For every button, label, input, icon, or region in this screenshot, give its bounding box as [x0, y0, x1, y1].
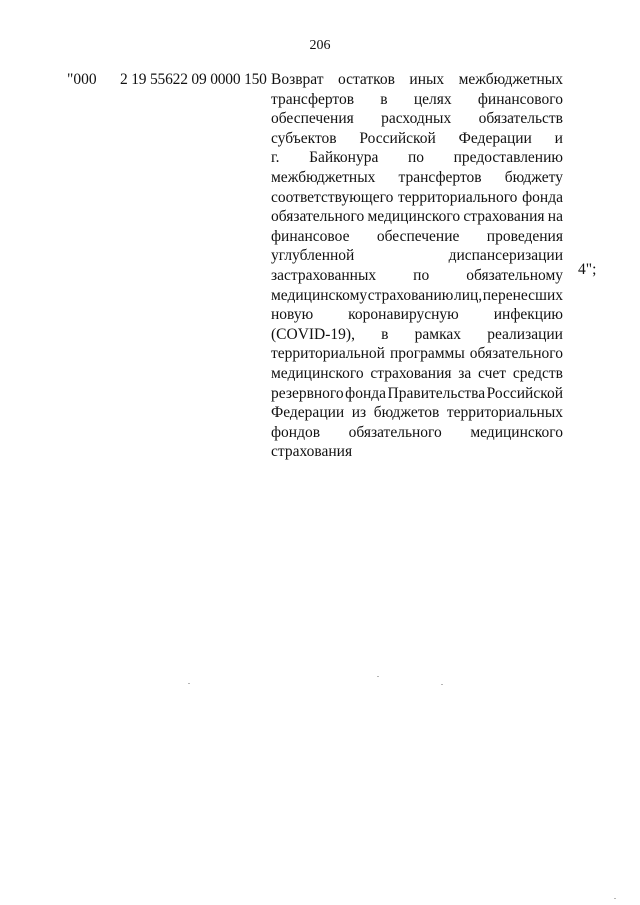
- description-word: на: [547, 208, 563, 226]
- description-word: инфекцию: [493, 306, 563, 324]
- description-word: соответствующего: [271, 188, 394, 206]
- description-word: Российской: [359, 129, 436, 147]
- description-word: бюджетов: [373, 404, 440, 422]
- description-line: [271, 207, 563, 227]
- description-word: медицинского: [470, 423, 563, 441]
- description-word: Федерации: [458, 129, 532, 147]
- description-word: в: [380, 90, 388, 108]
- description-word: фонда: [345, 384, 387, 402]
- description-line: [271, 286, 563, 306]
- description-line: [271, 403, 563, 423]
- description-word: Правительства: [387, 384, 486, 402]
- description-word: территориального: [398, 188, 518, 206]
- description-word: обязательного: [271, 208, 365, 226]
- description-word: медицинскому: [271, 286, 368, 304]
- description-word: г.: [271, 149, 280, 167]
- description-word: обязательств: [478, 110, 563, 128]
- description-line: [271, 70, 563, 90]
- description-line: [271, 364, 563, 384]
- scan-artifact: [188, 683, 190, 684]
- description-word: и: [554, 129, 563, 147]
- description-word: иных: [409, 71, 445, 88]
- description-word: перенесших: [482, 286, 563, 304]
- description-word: обеспечения: [271, 110, 354, 128]
- description-word: бюджету: [504, 168, 563, 186]
- description-word: финансовое: [271, 227, 350, 245]
- description-word: обеспечение: [376, 227, 460, 245]
- description-word: (COVID-19),: [271, 325, 355, 343]
- description-word: фонда: [522, 188, 563, 206]
- description-word: новую: [271, 306, 314, 324]
- description-word: трансфертов: [398, 168, 482, 186]
- description-word: обязательного: [348, 423, 442, 441]
- entry-description: [271, 70, 563, 462]
- description-word: по: [407, 149, 424, 167]
- description-line: [271, 168, 563, 188]
- description-word: коронавирусную: [348, 306, 459, 324]
- description-word: проведения: [486, 227, 563, 245]
- description-word: страхования: [463, 208, 545, 226]
- description-word: межбюджетных: [271, 168, 376, 186]
- description-word: страхования: [370, 364, 452, 382]
- description-word: обязательного: [469, 345, 563, 363]
- description-word: за: [458, 364, 472, 382]
- description-word: медицинского: [271, 364, 364, 382]
- description-word: Российской: [486, 384, 563, 402]
- scan-artifact: [377, 676, 379, 677]
- description-word: рамках: [414, 325, 462, 343]
- description-word: застрахованных: [271, 266, 377, 284]
- description-line: [271, 344, 563, 364]
- description-word: лиц,: [453, 286, 483, 304]
- description-word: межбюджетных: [458, 71, 563, 88]
- scan-artifact: [614, 898, 616, 899]
- description-line: [271, 188, 563, 208]
- description-word: Федерации: [271, 404, 345, 422]
- description-word: территориальной: [271, 345, 385, 363]
- description-line: [271, 148, 563, 168]
- description-line: [271, 129, 563, 149]
- description-word: целях: [413, 90, 452, 108]
- description-line: [271, 227, 563, 247]
- scan-artifact: [441, 684, 443, 685]
- description-line: [271, 305, 563, 325]
- description-word: по: [413, 266, 430, 284]
- page-number: 206: [309, 38, 331, 53]
- description-word: программы: [389, 345, 465, 363]
- description-word: углубленной: [271, 247, 355, 265]
- description-word: Байконура: [309, 149, 379, 167]
- description-word: предоставлению: [453, 149, 563, 167]
- description-word: территориальных: [446, 404, 563, 422]
- description-word: реализации: [487, 325, 563, 343]
- budget-classification-code: 2 19 55622 09 0000 150: [120, 71, 267, 88]
- description-word: счет: [478, 364, 507, 382]
- description-word: обязательному: [466, 266, 563, 284]
- description-line: [271, 246, 563, 266]
- description-line: [271, 423, 563, 443]
- description-word: резервного: [271, 384, 344, 402]
- description-line: [271, 90, 563, 110]
- description-word: средств: [512, 364, 563, 382]
- description-word: медицинского: [367, 208, 461, 226]
- description-word: диспансеризации: [448, 247, 563, 265]
- description-word: субъектов: [271, 129, 337, 147]
- description-word: финансового: [477, 90, 563, 108]
- description-line: [271, 325, 563, 345]
- admin-code: "000: [67, 71, 97, 88]
- description-word: Возврат: [271, 71, 324, 88]
- description-word: страхования: [271, 443, 353, 461]
- description-line: [271, 442, 563, 462]
- description-word: остатков: [337, 71, 395, 88]
- description-word: трансфертов: [271, 90, 355, 108]
- amount-tail: 4";: [578, 261, 597, 278]
- description-word: в: [381, 325, 389, 343]
- description-line: [271, 109, 563, 129]
- description-word: расходных: [381, 110, 452, 128]
- description-line: [271, 384, 563, 404]
- description-line: [271, 266, 563, 286]
- description-word: страхованию: [367, 286, 454, 304]
- description-word: фондов: [271, 423, 321, 441]
- description-word: из: [351, 404, 367, 422]
